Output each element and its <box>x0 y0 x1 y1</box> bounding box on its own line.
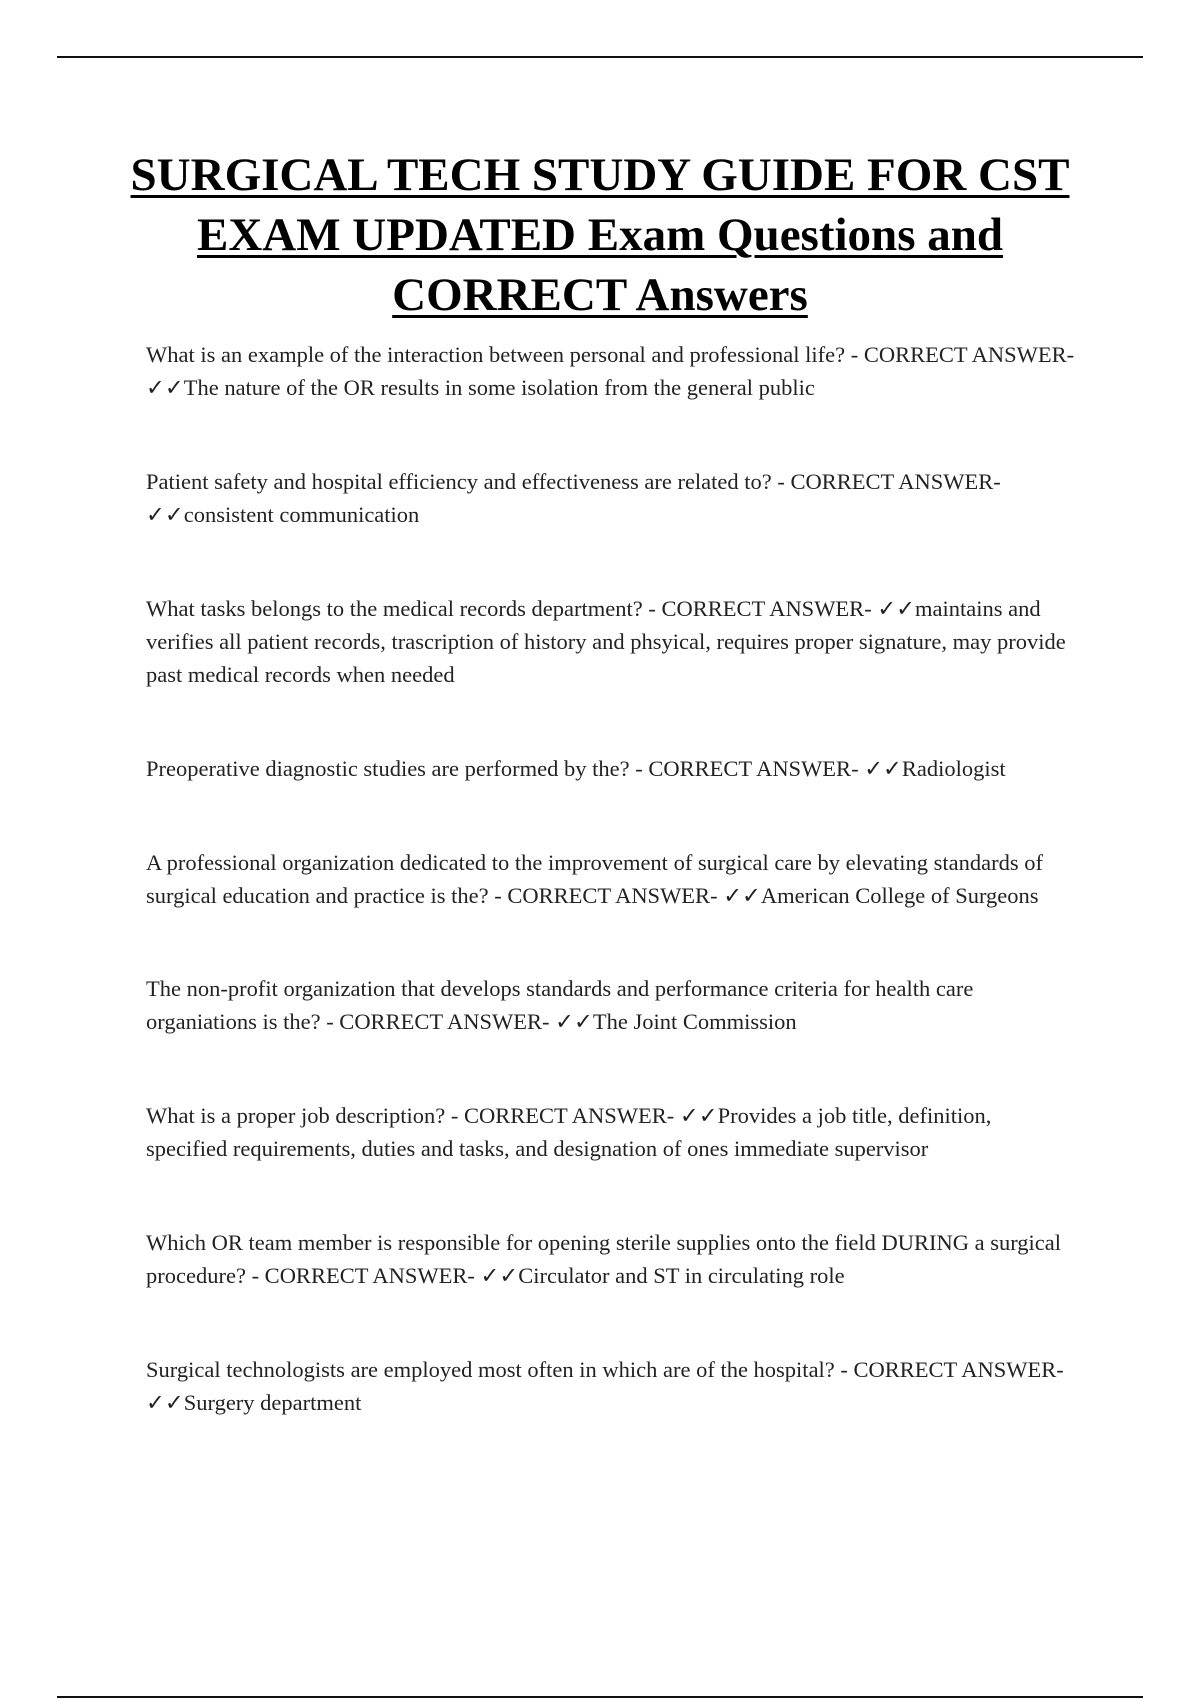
question-text: What tasks belongs to the medical records department? <box>146 596 643 621</box>
answer-text: The Joint Commission <box>592 1009 797 1034</box>
question-text: Preoperative diagnostic studies are performed by the? <box>146 756 630 781</box>
double-check-icon: ✓✓ <box>480 1263 519 1288</box>
double-check-icon: ✓✓ <box>679 1103 718 1128</box>
answer-label: - CORRECT ANSWER- <box>648 596 872 621</box>
question-text: What is a proper job description? <box>146 1103 446 1128</box>
qa-item <box>146 752 1076 785</box>
answer-label: - CORRECT ANSWER- <box>326 1009 550 1034</box>
qa-item <box>146 1226 1076 1292</box>
qa-item <box>146 465 1076 531</box>
answer-text: Provides a job title, definition, specified requirements, duties and tasks, and designation of ones immediate supervisor <box>146 1103 992 1161</box>
qa-item <box>146 1099 1076 1165</box>
answer-label: - CORRECT ANSWER- <box>494 883 718 908</box>
qa-list <box>146 338 1076 1480</box>
double-check-icon: ✓✓ <box>146 502 184 527</box>
question-text: The non-profit organization that develops standards and performance criteria for health care organiations is the? <box>146 976 974 1034</box>
answer-text: maintains and verifies all patient records, trascription of history and phsyical, requires proper signature, may provide past medical records when needed <box>146 596 1066 687</box>
answer-text: Circulator and ST in circulating role <box>518 1263 845 1288</box>
question-text: Patient safety and hospital efficiency and effectiveness are related to? <box>146 469 772 494</box>
answer-label: - CORRECT ANSWER- <box>840 1357 1064 1382</box>
answer-label: - CORRECT ANSWER- <box>251 1263 475 1288</box>
double-check-icon: ✓✓ <box>864 756 902 781</box>
qa-item <box>146 592 1076 691</box>
double-check-icon: ✓✓ <box>723 883 761 908</box>
qa-item <box>146 1353 1076 1419</box>
question-text: A professional organization dedicated to the improvement of surgical care by elevating standards of surgical education and practice is the? <box>146 850 1044 908</box>
document-title: SURGICAL TECH STUDY GUIDE FOR CST EXAM UPDATED Exam Questions and CORRECT Answers <box>130 149 1070 321</box>
question-text: Surgical technologists are employed most often in which are of the hospital? <box>146 1357 835 1382</box>
question-text: Which OR team member is responsible for opening sterile supplies onto the field DURING a surgical procedure? <box>146 1230 1062 1288</box>
answer-text: American College of Surgeons <box>760 883 1039 908</box>
question-text: What is an example of the interaction between personal and professional life? <box>146 342 846 367</box>
answer-text: Radiologist <box>901 756 1006 781</box>
answer-text: The nature of the OR results in some isolation from the general public <box>183 375 815 400</box>
answer-label: - CORRECT ANSWER- <box>777 469 1001 494</box>
double-check-icon: ✓✓ <box>146 1390 184 1415</box>
qa-item <box>146 972 1076 1038</box>
answer-text: consistent communication <box>183 502 420 527</box>
answer-text: Surgery department <box>183 1390 362 1415</box>
qa-item <box>146 338 1076 404</box>
double-check-icon: ✓✓ <box>555 1009 593 1034</box>
qa-item <box>146 846 1076 912</box>
top-divider <box>57 56 1143 58</box>
bottom-divider <box>57 1696 1143 1698</box>
double-check-icon: ✓✓ <box>877 596 916 621</box>
answer-label: - CORRECT ANSWER- <box>450 1103 675 1128</box>
answer-label: - CORRECT ANSWER- <box>850 342 1075 367</box>
double-check-icon: ✓✓ <box>146 375 184 400</box>
answer-label: - CORRECT ANSWER- <box>635 756 859 781</box>
